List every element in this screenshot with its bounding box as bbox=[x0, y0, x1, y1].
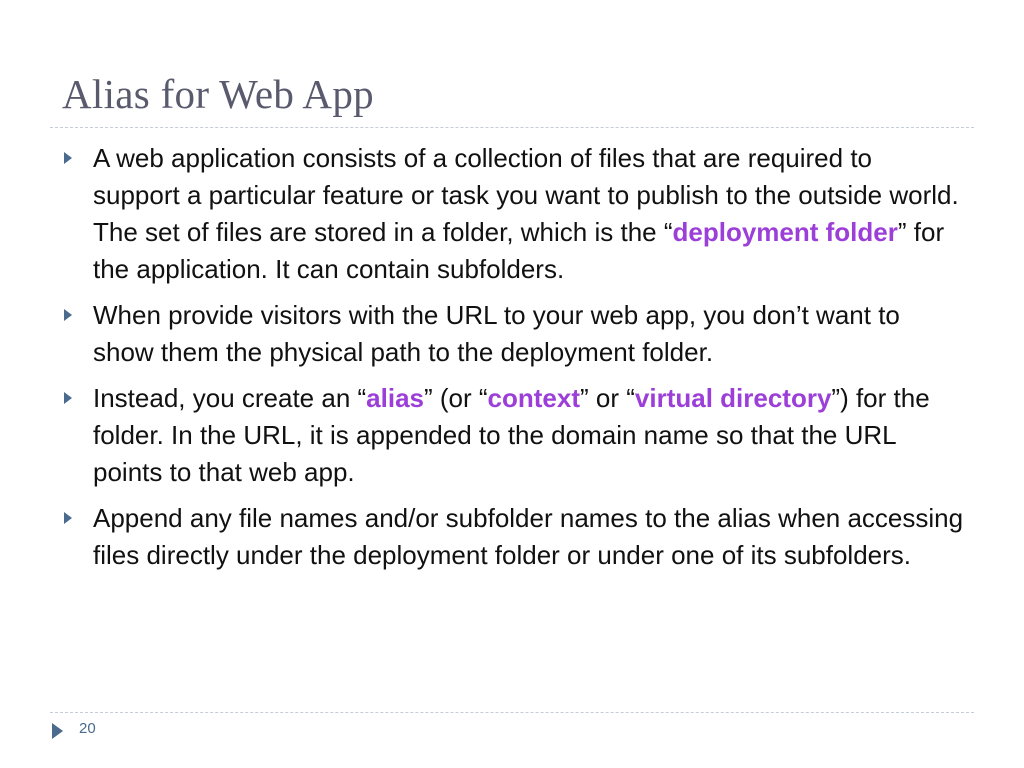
bullet-text: ”) for the folder. In the URL, it is appended to the domain name so that the URL points to that web app. bbox=[93, 383, 930, 487]
bullet-item-physical-path bbox=[0, 297, 1024, 371]
bullet-text: Instead, you create an “ bbox=[93, 383, 367, 413]
slide-title: Alias for Web App bbox=[62, 71, 374, 117]
bullet-text: ” or “ bbox=[580, 383, 635, 413]
footer-triangle-icon bbox=[52, 723, 63, 739]
title-divider bbox=[50, 127, 974, 128]
highlight-term-context: context bbox=[487, 383, 581, 413]
triangle-right-icon bbox=[64, 392, 72, 404]
triangle-right-icon bbox=[64, 512, 72, 524]
highlight-term-alias: alias bbox=[366, 383, 424, 413]
bullet-item-append-names bbox=[0, 500, 1024, 574]
bullet-text: ” for the application. It can contain subfolders. bbox=[93, 217, 945, 284]
bullet-text: Append any file names and/or subfolder names to the alias when accessing files directly under the deployment folder or under one of its subfolders. bbox=[93, 503, 964, 570]
bullet-text: A web application consists of a collection of files that are required to support a particular feature or task you want to publish to the outside world. The set of files are stored in a folder, which is the “ bbox=[93, 143, 959, 247]
bullet-text: When provide visitors with the URL to your web app, you don’t want to show them the physical path to the deployment folder. bbox=[93, 300, 900, 367]
bullet-item-alias bbox=[0, 380, 1024, 491]
footer-divider bbox=[50, 712, 974, 713]
highlight-term-deployment-folder: deployment folder bbox=[672, 217, 898, 247]
page-number: 20 bbox=[79, 720, 96, 737]
triangle-right-icon bbox=[64, 152, 72, 164]
triangle-right-icon bbox=[64, 309, 72, 321]
bullet-item-deployment-folder bbox=[0, 140, 1024, 288]
bullet-list bbox=[0, 140, 1024, 583]
bullet-text: ” (or “ bbox=[424, 383, 488, 413]
highlight-term-virtual-directory: virtual directory bbox=[634, 383, 832, 413]
